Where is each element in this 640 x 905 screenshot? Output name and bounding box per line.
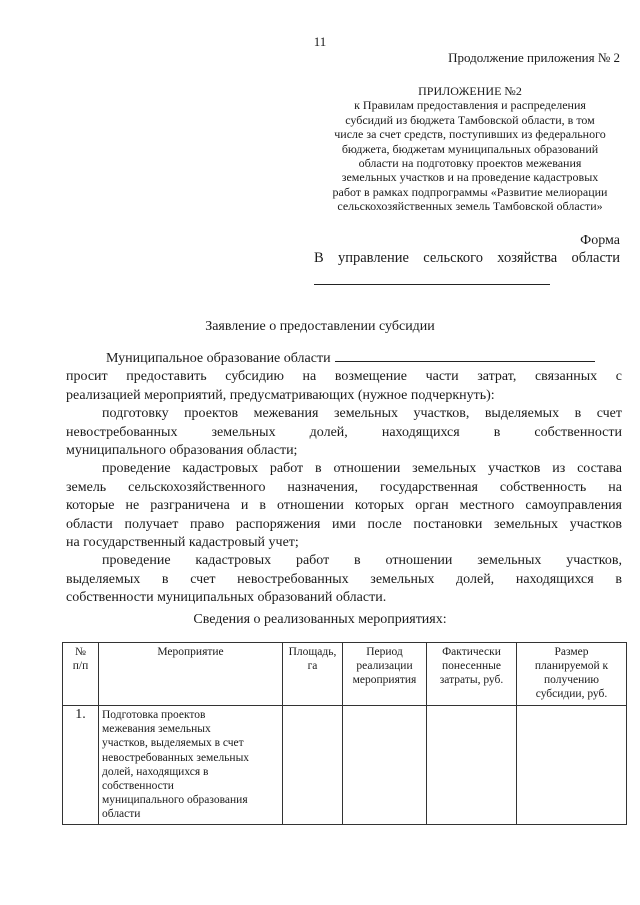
appendix-line: работ в рамках подпрограммы «Развитие мелиорации — [332, 184, 608, 199]
table-header-row — [63, 643, 627, 706]
body-line: просит предоставить субсидию на возмещение части затрат, связанных с — [66, 369, 622, 385]
item-line: проведение кадастровых работ в отношении земельных участков, — [102, 553, 622, 569]
appendix-line: ПРИЛОЖЕНИЕ №2 — [418, 84, 522, 98]
item-line: на государственный кадастровый учет; — [66, 535, 299, 551]
addressee: В управление сельского хозяйства области — [314, 250, 620, 266]
appendix-line: бюджета, бюджетам муниципальных образований — [341, 141, 599, 156]
appendix-line: субсидий из бюджета Тамбовской области, в том — [345, 112, 595, 127]
document-title: Заявление о предоставлении субсидии — [205, 319, 435, 334]
header-period: Период реализации мероприятия — [343, 643, 427, 706]
info-title: Сведения о реализованных мероприятиях: — [193, 612, 447, 627]
appendix-line: области на подготовку проектов межевания — [358, 156, 582, 171]
application-body — [66, 349, 622, 608]
cell-costs[interactable] — [427, 706, 517, 825]
item-line: собственности муниципальных образований области. — [66, 590, 387, 606]
cell-area[interactable] — [283, 706, 343, 825]
appendix-line: сельскохозяйственных земель Тамбовской области» — [337, 199, 603, 214]
page-number: 11 — [313, 34, 327, 49]
measures-table — [62, 642, 627, 825]
item-line: проведение кадастровых работ в отношении земельных участков из состава — [102, 461, 622, 477]
header-measure: Мероприятие — [99, 643, 283, 706]
body-line: реализацией мероприятий, предусматривающих (нужное подчеркнуть): — [66, 387, 495, 403]
municipality-line — [66, 349, 622, 368]
header-area: Площадь, га — [283, 643, 343, 706]
header-costs: Фактически понесенные затраты, руб. — [427, 643, 517, 706]
cell-num: 1. — [63, 706, 99, 825]
appendix-line: числе за счет средств, поступивших из федерального — [334, 127, 606, 142]
header-subsidy: Размер планируемой к получению субсидии, руб. — [517, 643, 627, 706]
appendix-line: к Правилам предоставления и распределения — [354, 98, 586, 113]
municipality-label: Муниципальное образование области — [106, 351, 331, 366]
item-line: области получает право распоряжения ими после постановки земельных участков — [66, 516, 622, 532]
header-num: № п/п — [63, 643, 99, 706]
appendix-line: земельных участков и на проведение кадастровых — [341, 170, 599, 185]
form-label: Форма — [580, 233, 620, 248]
item-line: невостребованных земельных долей, находящихся в собственности — [66, 424, 622, 440]
item-line: выделяемых в счет невостребованных земельных долей, находящихся в — [66, 571, 622, 587]
cell-subsidy[interactable] — [517, 706, 627, 825]
municipality-blank-field[interactable] — [335, 349, 595, 362]
item-line: земель сельскохозяйственного назначения, государственная собственность на — [66, 479, 622, 495]
addressee-blank-line[interactable] — [314, 284, 550, 285]
continuation-note: Продолжение приложения № 2 — [448, 50, 620, 65]
item-line: которые не разграничена и в отношении которых орган местного самоуправления — [66, 498, 622, 514]
table-row — [63, 706, 627, 825]
cell-measure: Подготовка проектов межевания земельных участков, выделяемых в счет невостребованных земельных долей, находящихся в собственности муниципального образования области — [99, 706, 283, 825]
item-line: муниципального образования области; — [66, 443, 298, 459]
item-line: подготовку проектов межевания земельных участков, выделяемых в счет — [102, 406, 622, 422]
cell-period[interactable] — [343, 706, 427, 825]
appendix-header — [318, 84, 622, 214]
